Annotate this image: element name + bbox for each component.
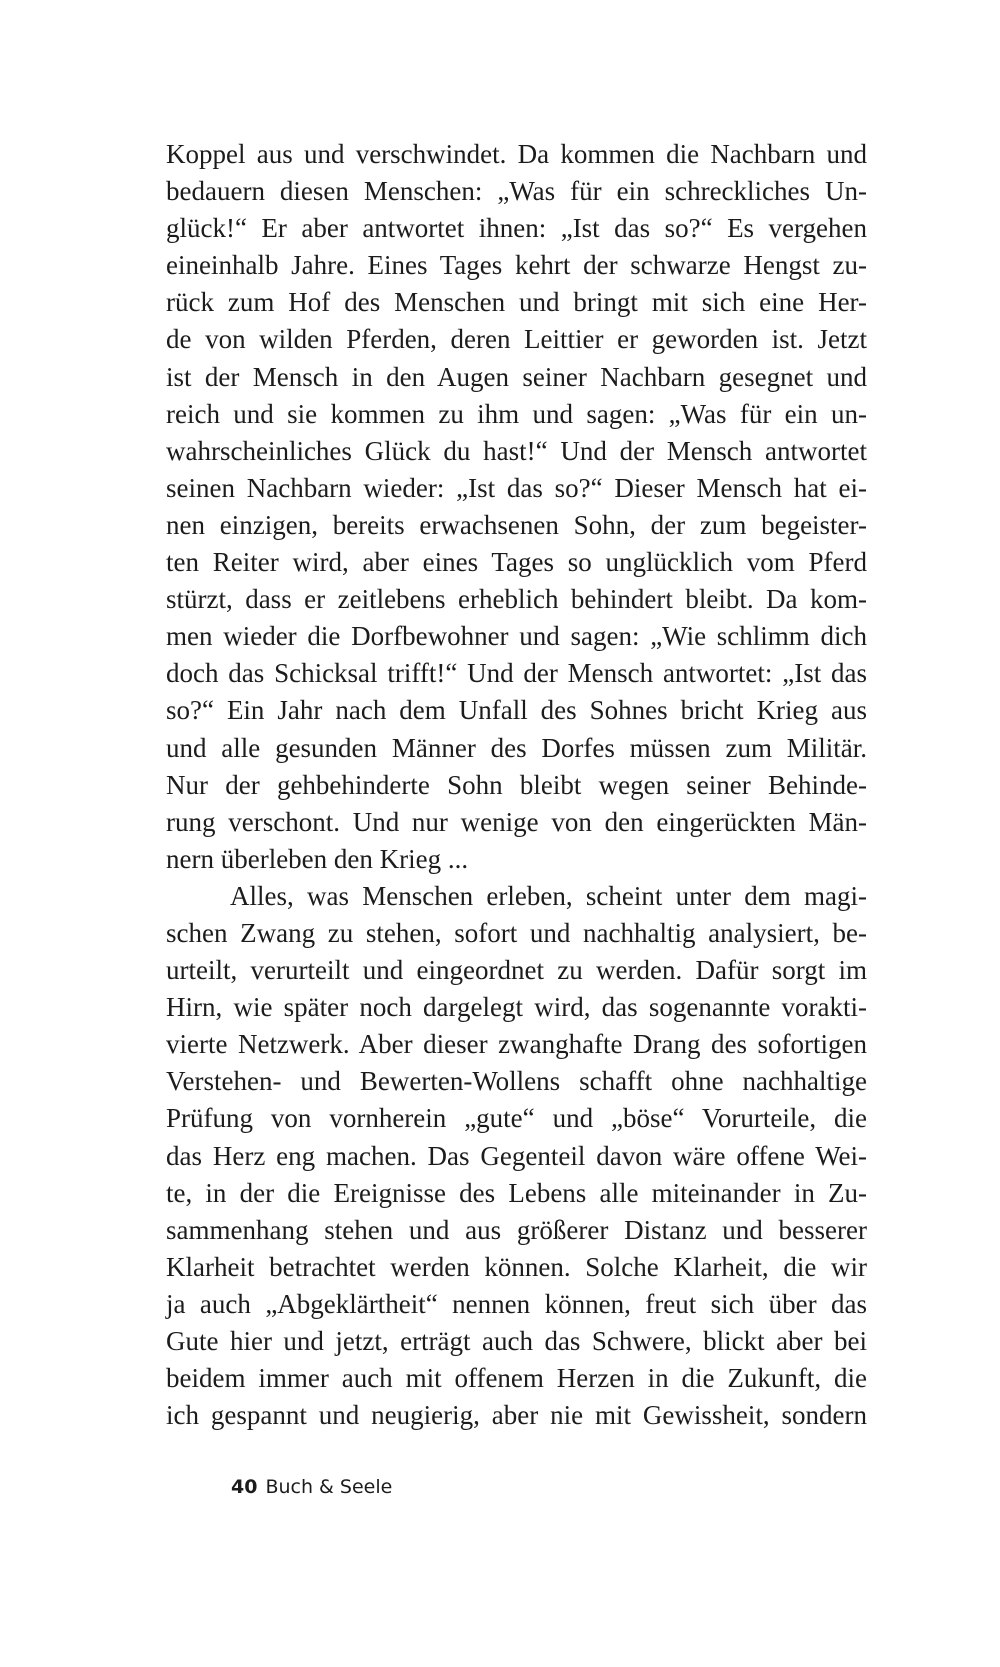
text-line: wahrscheinliches Glück du hast!“ Und der Mensch antwortet [166,435,867,466]
paragraph-1 [166,136,867,878]
text-line: so?“ Ein Jahr nach dem Unfall des Sohnes bricht Krieg aus [166,695,867,726]
text-line: doch das Schicksal trifft!“ Und der Mensch antwortet: „Ist das [166,658,867,689]
text-line: urteilt, verurteilt und eingeordnet zu werden. Dafür sorgt im [166,955,867,986]
text-line: stürzt, dass er zeitlebens erheblich behindert bleibt. Da kom- [166,584,867,615]
text-line: Klarheit betrachtet werden können. Solche Klarheit, die wir [166,1251,867,1282]
text-line: men wieder die Dorfbewohner und sagen: „Wie schlimm dich [166,621,867,652]
book-title: Buch & Seele [265,1476,393,1498]
text-line: Gute hier und jetzt, erträgt auch das Schwere, blickt aber bei [166,1326,867,1356]
paragraph-2 [166,878,867,1434]
text-line: rück zum Hof des Menschen und bringt mit sich eine Her- [166,287,867,318]
text-line: nern überleben den Krieg ... [166,843,469,874]
text-line: Nur der gehbehinderte Sohn bleibt wegen seiner Behinde- [166,769,867,800]
text-line: ich gespannt und neugierig, aber nie mit Gewissheit, sondern [166,1400,867,1431]
text-line: nen einzigen, bereits erwachsenen Sohn, der zum begeister- [166,509,867,540]
text-line: ist der Mensch in den Augen seiner Nachbarn gesegnet und [166,361,867,392]
text-line: Prüfung von vornherein „gute“ und „böse“ Vorurteile, die [166,1103,867,1134]
text-line: ja auch „Abgeklärtheit“ nennen können, freut sich über das [166,1288,867,1319]
text-line: vierte Netzwerk. Aber dieser zwanghafte Drang des sofortigen [166,1029,867,1060]
text-line: sammenhang stehen und aus größerer Distanz und besserer [166,1214,867,1245]
text-line: und alle gesunden Männer des Dorfes müssen zum Militär. [166,732,867,763]
text-line: Koppel aus und verschwindet. Da kommen die Nachbarn und [166,139,867,169]
text-line: das Herz eng machen. Das Gegenteil davon wäre offene Wei- [166,1140,867,1171]
text-line: de von wilden Pferden, deren Leittier er geworden ist. Jetzt [166,324,867,355]
text-line: schen Zwang zu stehen, sofort und nachhaltig analysiert, be- [166,917,867,948]
text-line: beidem immer auch mit offenem Herzen in die Zukunft, die [166,1363,867,1394]
body-text [166,136,867,1434]
text-line: Verstehen- und Bewerten-Wollens schafft ohne nachhaltige [166,1066,867,1097]
text-line: reich und sie kommen zu ihm und sagen: „Was für ein un- [166,398,867,429]
text-line: bedauern diesen Menschen: „Was für ein schreckliches Un- [166,176,867,207]
text-line: seinen Nachbarn wieder: „Ist das so?“ Dieser Mensch hat ei- [166,472,867,503]
text-line: te, in der die Ereignisse des Lebens alle miteinander in Zu- [166,1177,867,1208]
text-line: glück!“ Er aber antwortet ihnen: „Ist das so?“ Es vergehen [166,213,867,244]
text-line: Hirn, wie später noch dargelegt wird, das sogenannte vorakti- [166,992,867,1023]
text-line: eineinhalb Jahre. Eines Tages kehrt der schwarze Hengst zu- [166,250,867,281]
page-footer [231,1472,392,1502]
text-line: ten Reiter wird, aber eines Tages so unglücklich vom Pferd [166,547,867,578]
page-number: 40 [231,1476,258,1498]
text-line: rung verschont. Und nur wenige von den eingerückten Män- [166,806,867,837]
text-line: Alles, was Menschen erleben, scheint unter dem magi- [230,880,867,911]
